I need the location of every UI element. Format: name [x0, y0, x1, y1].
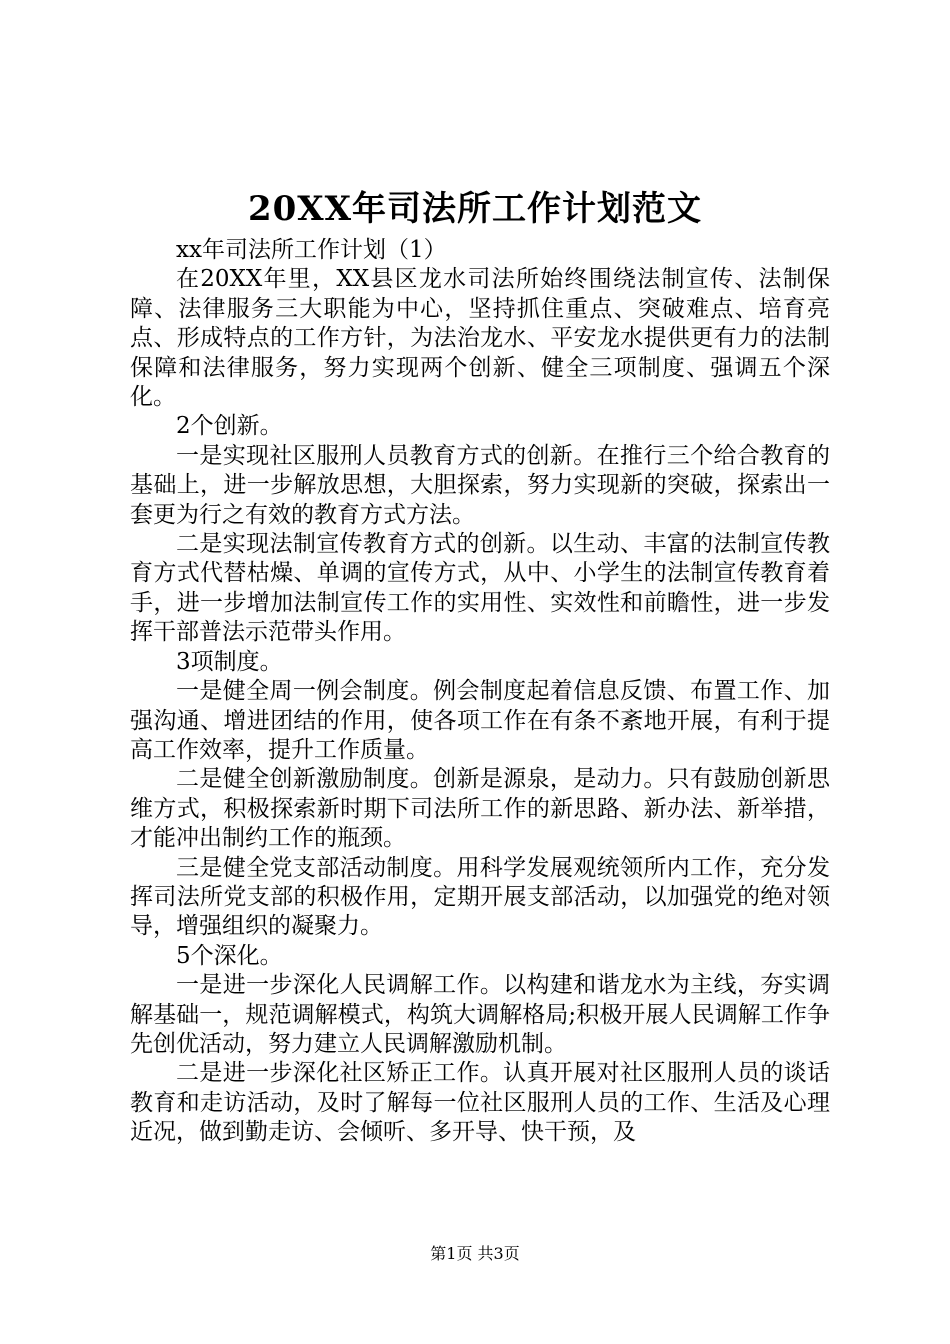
document-body [130, 236, 830, 1148]
section-heading: 5个深化。 [176, 942, 283, 969]
document-title: 20XX年司法所工作计划范文 [247, 189, 703, 229]
paragraph-subtitle: xx年司法所工作计划（1） [176, 237, 447, 263]
paragraph: 二是健全创新激励制度。创新是源泉，是动力。只有鼓励创新思维方式，积极探索新时期下司法所工作的新思路、新办法、新举措，才能冲出制约工作的瓶颈。 [130, 766, 830, 852]
paragraph: 三是健全党支部活动制度。用科学发展观统领所内工作，充分发挥司法所党支部的积极作用，定期开展支部活动，以加强党的绝对领导，增强组织的凝聚力。 [130, 854, 830, 940]
section-heading: 3项制度。 [176, 648, 283, 675]
paragraph: 一是健全周一例会制度。例会制度起着信息反馈、布置工作、加强沟通、增进团结的作用，使各项工作在有条不紊地开展，有利于提高工作效率，提升工作质量。 [130, 678, 830, 763]
page-number-footer: 第1页 共3页 [430, 1244, 520, 1263]
paragraph: 二是进一步深化社区矫正工作。认真开展对社区服刑人员的谈话教育和走访活动，及时了解每一位社区服刑人员的工作、生活及心理近况，做到勤走访、会倾听、多开导、快干预，及 [130, 1060, 830, 1146]
paragraph: 一是实现社区服刑人员教育方式的创新。在推行三个给合教育的基础上，进一步解放思想，大胆探索，努力实现新的突破，探索出一套更为行之有效的教育方式方法。 [130, 442, 830, 528]
paragraph: 一是进一步深化人民调解工作。以构建和谐龙水为主线，夯实调解基础一，规范调解模式，构筑大调解格局;积极开展人民调解工作争先创优活动，努力建立人民调解激励机制。 [130, 972, 830, 1057]
section-heading: 2个创新。 [176, 413, 283, 440]
paragraph: 二是实现法制宣传教育方式的创新。以生动、丰富的法制宣传教育方式代替枯燥、单调的宣传方式，从中、小学生的法制宣传教育着手，进一步增加法制宣传工作的实用性、实效性和前瞻性，进一步发挥干部普法示范带头作用。 [130, 531, 830, 646]
paragraph: 在20XX年里，XX县区龙水司法所始终围绕法制宣传、法制保障、法律服务三大职能为中心，坚持抓住重点、突破难点、培育亮点、形成特点的工作方针，为法治龙水、平安龙水提供更有力的法制保障和法律服务，努力实现两个创新、健全三项制度、强调五个深化。 [130, 266, 830, 411]
